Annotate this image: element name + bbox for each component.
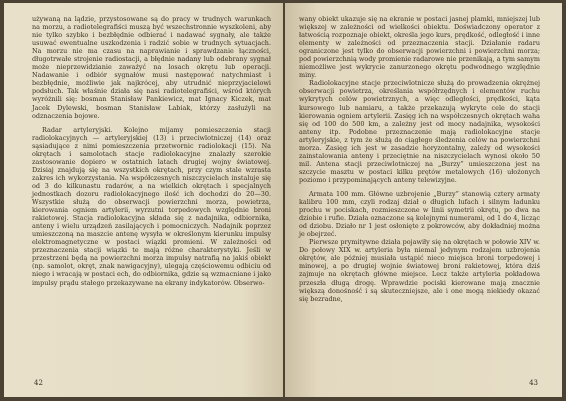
paragraph: Pierwsze prymitywne działa pojawiły się na okrętach w połowie XIV w. Do połowy XIX w. artyleria była niemal jedynym rodzajem uzbrojenia okrętów, ale później musiała ustąpić nieco miejsca broni torpedowej i minowej, a po drugiej wojnie światowej broni rakietowej, która dziś zajmuje na okrętach główne miejsce. Lecz także artyleria pokładowa przeszła długą drogę. Wprawdzie pociski kierowane mają znacznie większą donośność i są skuteczniejsze, ale i one mogą niekiedy okazać się bezradne, bbox=[299, 238, 540, 303]
paragraph-radar-artyleryjski: Radar artyleryjski. Kolejno mijamy pomieszczenia stacji radiolokacyjnych — artyleryjskiej (13) i przeciwlotniczej (14) oraz sąsiadujące z nimi pomieszczenia przetwornic radiolokacji (15). Na okrętach i samolotach stacje radiolokacyjne znalazły szerokie zastosowanie dopiero w ostatnich latach drugiej wojny światowej. Dzisiaj znajdują się na wszystkich okrętach, przy czym stale wzrasta zakres ich wykorzystania. Na współczesnych niszczycielach instaluje się od 3 do kilkunastu radarów, a na wielkich okrętach i specjalnych jednostkach dozoru radiolokacyjnego ilość ich dochodzi do 20—30. Wszystkie służą do obserwacji powierzchni morza, powietrza, kierowania ogniem artylerii, wyrzutni torpedowych względnie broni rakietowej. Stacja radiolokacyjna składa się z nadajnika, odbiornika, anteny i wielu urządzeń zasilających i pomocniczych. Nadajnik poprzez umieszczoną na maszcie antenę wysyła w określonym kierunku impulsy elektromagnetyczne w postaci wiązki promieni. W zależności od przeznaczenia stacji wiązki te mają różne charakterystyki. Jeśli w przestrzeni będą na powierzchni morza impulsy natrafią na jakiś obiekt (np. samolot, okręt, znak nawigacyjny), ulegają częściowemu odbiciu od niego i wracają w postaci ech, do odbiornika, gdzie są wzmacniane i jako impulsy prądu stałego przekazywane na ekrany indykatorów. Obserwo- bbox=[32, 125, 271, 287]
page-number-right: 43 bbox=[529, 379, 538, 387]
paragraph: Radiolokacyjne stacje przeciwlotnicze służą do prowadzenia okrężnej obserwacji powietrza, określania współrzędnych i elementów ruchu wykrytych celów powietrznych, a więc odległości, prędkości, kąta kursowego lub namiaru, a także przekazują wykryte cele do stacji kierowania ogniem artylerii. Zasięg ich na współczesnych okrętach waha się od 100 do 500 km, a zależny jest od mocy nadajnika, wysokości anteny itp. Podobne przeznaczenie mają radiolokacyjne stacje artyleryjskie, z tym że służą do ciągłego śledzenia celów na powierzchni morza. Zasięg ich jest w zasadzie horyzontalny, zależy od wysokości zainstalowania anteny i przeciętnie na niszczycielach wynosi około 50 mil. Antena stacji przeciwlotniczej na „Burzy” umieszczona jest na szczycie masztu w postaci kilku prętów metalowych (16) ułożonych poziomo i przypominających anteny telewizyjne. bbox=[299, 79, 540, 184]
page-number-left: 42 bbox=[34, 379, 43, 387]
left-page bbox=[4, 3, 283, 397]
right-page bbox=[285, 3, 562, 397]
left-page-text bbox=[32, 15, 271, 287]
paragraph: używaną na lądzie, przystosowane są do pracy w trudnych warunkach na morzu, a radiotelegrafiści muszą być wszechstronnie wyszkoleni, aby nie tylko szybko i bezbłędnie odbierać i nadawać sygnały, ale także usuwać ewentualne uszkodzenia i radzić sobie w trudnych sytuacjach. Na morzu nie ma czasu na naprawianie i sprawdzanie łączności, długotrwałe strojenie radiostacji, a błędnie nadany lub odebrany sygnał może nieprzewidzianie zaważyć na losach okrętu lub operacji. Nadawanie i odbiór sygnałów musi następować natychmiast i bezbłędnie, możliwie jak najkrócej, aby utrudnić nieprzyjacielowi podsłuch. Tak właśnie działa się nasi radiotelegrafiści, wśród których wyróżnili się: bosman Stanisław Pankiewicz, mat Ignacy Kiczek, mat Jacek Dylewski, bosman Stanisław Labiak, którzy zasłużyli na odznaczenia bojowe. bbox=[32, 15, 271, 120]
paragraph: wany obiekt ukazuje się na ekranie w postaci jasnej plamki, mniejszej lub większej w zależności od wielkości obiektu. Doświadczony operator z łatwością rozpoznaje obiekt, określa jego kurs, prędkość, odległość i inne elementy w zależności od przeznaczenia stacji. Działanie radaru ograniczone jest tylko do obserwacji powierzchni i powierzchni morza; pod powierzchnią wody promienie radarowe nie przenikają, a tym samym niemożliwe jest wykrycie zanurzonego okrętu podwodnego względnie miny. bbox=[299, 15, 540, 80]
paragraph-armata-100mm: Armata 100 mm. Główne uzbrojenie „Burzy” stanowią cztery armaty kalibru 100 mm, czyli rodzaj dział o długich lufach i silnym ładunku prochu w pociskach, rozmieszczone w linii symetrii okrętu, po dwa na dziobie i rufie. Działa oznaczone są kolejnymi numerami, od 1 do 4, licząc od dziobu. Działo nr 1 jest osłonięte z pokrowców, aby dokładniej można je obejrzeć. bbox=[299, 189, 540, 239]
right-page-text bbox=[299, 15, 540, 303]
